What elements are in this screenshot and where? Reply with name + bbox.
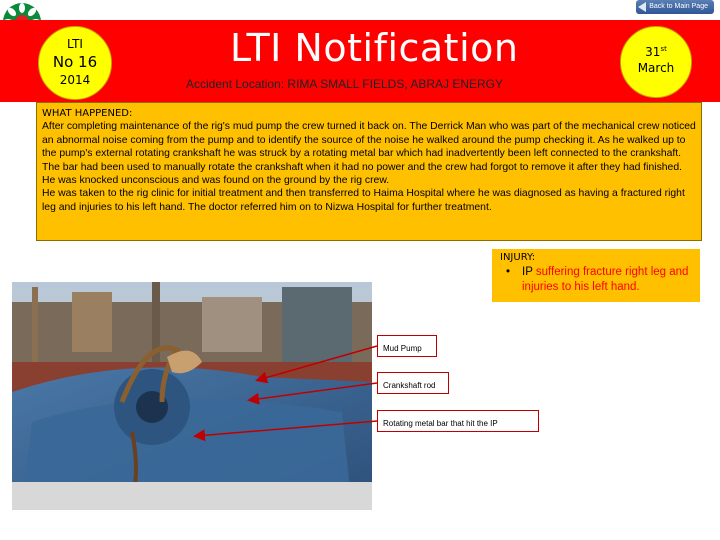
what-happened-text: After completing maintenance of the rig's mud pump the crew turned it back on. The Derrick Man who was part of the mechanical crew noticed an abnormal noise coming from the pump and to identify the source of the noise he walked around the pump checking it. As he walked up to the pump's external rotating crankshaft he was struck by a rotating metal bar which had inadvertently been left connected to the crankshaft. The bar had been used to manually rotate the crankshaft when it had no power and the crew had forgot to remove it after they had finished. He was knocked unconscious and was found on the ground by the rig crew.	[42, 121, 696, 187]
back-button-label: Back to Main Page	[649, 3, 708, 10]
back-to-main-button[interactable]	[636, 0, 714, 14]
badge-lti: LTI	[67, 37, 83, 51]
injury-ip: IP	[522, 266, 533, 278]
what-happened-box	[36, 102, 702, 241]
accident-location: Accident Location: RIMA SMALL FIELDS, ABRAJ ENERGY	[186, 77, 504, 91]
page-title: LTI Notification	[230, 26, 519, 70]
injury-text: suffering fracture right leg and injuries to his left hand.	[522, 266, 689, 293]
injury-item	[500, 265, 692, 295]
label-metal-bar: Rotating metal bar that hit the IP	[377, 410, 539, 432]
date-month: March	[637, 61, 675, 75]
what-happened-text-2: He was taken to the rig clinic for initial treatment and then transferred to Haima Hospital where he was diagnosed as having a fractured right leg and injuries to his left hand. The doctor referred him on to Nizwa Hospital for further treatment.	[42, 188, 685, 213]
back-arrow-icon	[638, 2, 646, 12]
date-badge	[620, 26, 692, 98]
bullet-icon: •	[506, 266, 511, 278]
badge-number: No 16	[52, 53, 98, 71]
injury-box	[492, 249, 700, 302]
date-day: 31st	[645, 45, 667, 59]
label-crankshaft-rod: Crankshaft rod	[377, 372, 449, 394]
label-mud-pump: Mud Pump	[377, 335, 437, 357]
injury-heading: INJURY:	[500, 252, 536, 263]
lti-number-badge	[38, 26, 112, 100]
badge-year: 2014	[59, 73, 91, 87]
accident-photo	[12, 282, 372, 510]
what-happened-heading: WHAT HAPPENED:	[42, 108, 133, 119]
